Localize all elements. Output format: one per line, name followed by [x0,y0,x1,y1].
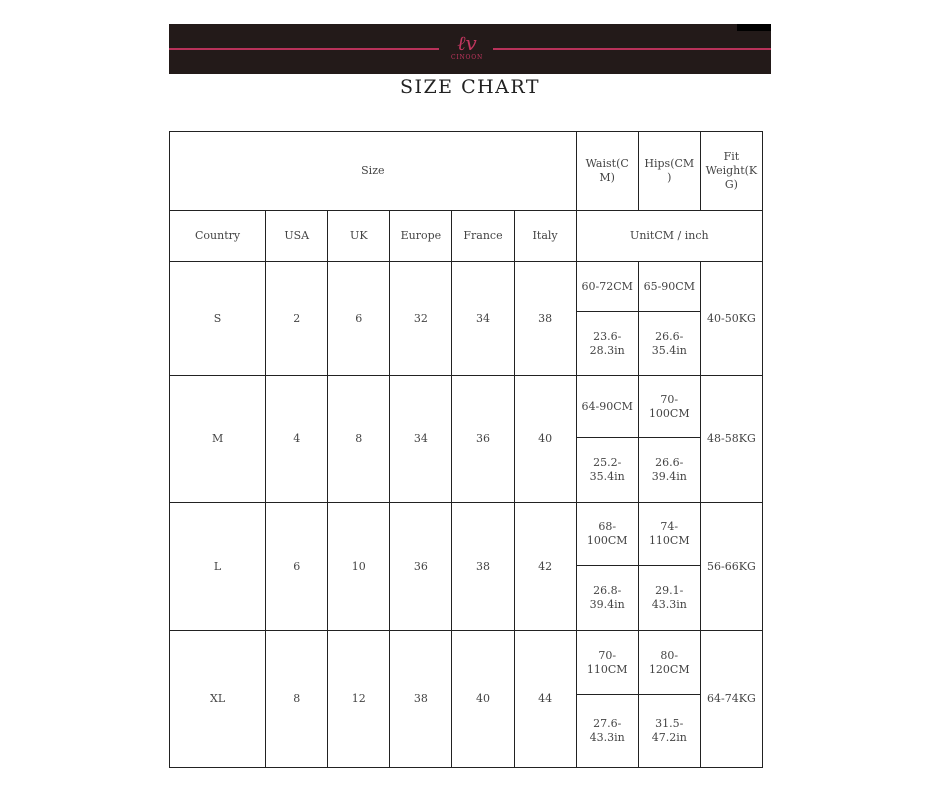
header-hips: Hips(CM) [638,132,700,211]
size-chart-table [169,131,763,768]
cell-italy: 42 [514,503,576,631]
header-row [170,132,763,211]
cell-italy: 38 [514,262,576,376]
cell-weight: 56-66KG [700,503,762,631]
cell-france: 40 [452,631,514,768]
brand-logo [447,32,487,62]
cell-country: L [170,503,266,631]
header-waist: Waist(CM) [576,132,638,211]
cell-uk: 6 [328,262,390,376]
cell-uk: 12 [328,631,390,768]
banner-line-left [169,48,439,50]
cell-uk: 8 [328,376,390,503]
cell-waist-in: 26.8-39.4in [576,566,638,631]
cell-waist-in: 25.2-35.4in [576,438,638,503]
page-title: SIZE CHART [399,76,541,98]
header-france: France [452,211,514,262]
cell-europe: 38 [390,631,452,768]
cell-italy: 44 [514,631,576,768]
cell-hips-in: 26.6-35.4in [638,312,700,376]
cell-hips-cm: 65-90CM [638,262,700,312]
cell-usa: 4 [266,376,328,503]
cell-hips-cm: 70-100CM [638,376,700,438]
cell-hips-in: 26.6-39.4in [638,438,700,503]
header-size: Size [170,132,577,211]
cell-hips-in: 29.1-43.3in [638,566,700,631]
cell-waist-cm: 60-72CM [576,262,638,312]
cell-france: 34 [452,262,514,376]
brand-banner [169,24,771,74]
logo-text: CINOON [450,54,484,61]
header-europe: Europe [390,211,452,262]
cell-europe: 32 [390,262,452,376]
cell-country: XL [170,631,266,768]
table-row [170,262,763,312]
logo-mark: ℓv [457,31,477,55]
cell-france: 38 [452,503,514,631]
cell-uk: 10 [328,503,390,631]
subheader-row [170,211,763,262]
header-uk: UK [328,211,390,262]
cell-usa: 8 [266,631,328,768]
table-row [170,376,763,438]
cell-usa: 6 [266,503,328,631]
cell-waist-cm: 68-100CM [576,503,638,566]
header-italy: Italy [514,211,576,262]
cell-waist-cm: 64-90CM [576,376,638,438]
cell-europe: 36 [390,503,452,631]
cell-hips-cm: 74-110CM [638,503,700,566]
cell-waist-in: 23.6-28.3in [576,312,638,376]
cell-usa: 2 [266,262,328,376]
banner-corner-block [737,24,771,31]
cell-weight: 48-58KG [700,376,762,503]
cell-europe: 34 [390,376,452,503]
header-usa: USA [266,211,328,262]
banner-line-right [493,48,771,50]
header-unit: UnitCM / inch [576,211,762,262]
header-country: Country [170,211,266,262]
cell-waist-in: 27.6-43.3in [576,695,638,768]
cell-france: 36 [452,376,514,503]
cell-hips-cm: 80-120CM [638,631,700,695]
cell-waist-cm: 70-110CM [576,631,638,695]
cell-hips-in: 31.5-47.2in [638,695,700,768]
header-fit-weight: Fit Weight(KG) [700,132,762,211]
table-row [170,631,763,695]
cell-italy: 40 [514,376,576,503]
table-row [170,503,763,566]
cell-country: M [170,376,266,503]
cell-country: S [170,262,266,376]
cell-weight: 64-74KG [700,631,762,768]
cell-weight: 40-50KG [700,262,762,376]
